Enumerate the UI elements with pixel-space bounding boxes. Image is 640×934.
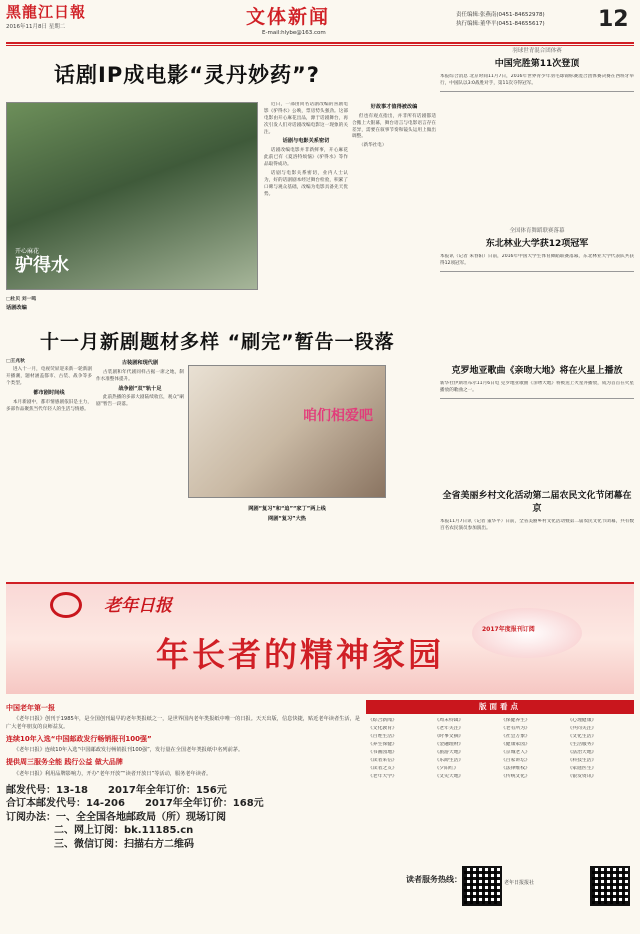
article-paragraph: 但也有观点指出，并非所有话剧都适合搬上大银幕，舞台语言与电影语言存在差异，需要在叙事节奏和镜头运用上做出调整。 — [352, 113, 436, 140]
directory-item: 《老有所为》 — [501, 725, 530, 731]
editor-line: 责任编辑:张燕南(0451-84652978) — [456, 12, 545, 18]
article1-column — [352, 102, 436, 322]
article-subhead: 话剧与电影关系密切 — [282, 138, 330, 145]
combo-price: 2017年全年订价：168元 — [144, 798, 264, 810]
directory-item: 《心理健康》 — [567, 718, 597, 723]
directory-item: 《社会万象》 — [501, 733, 530, 739]
directory-title: 版面看点 — [366, 700, 634, 714]
directory-item: 《京城老人》 — [501, 749, 530, 755]
brief-title: 全省美丽乡村文化活动第二届农民文化节闭幕在京 — [442, 491, 632, 515]
masthead — [0, 0, 640, 42]
article-closing: （新华社电） — [358, 143, 387, 149]
photo-caption: 驴得水 — [15, 254, 69, 276]
brief-text: 本报综合消息 北京时间11月7日，2016年世界青少年羽毛球锦标赛混合团体赛决赛在西班牙举行，中国队以3:0战胜对手，第11次夺得冠军。 — [440, 74, 634, 86]
directory-item: 《旅游天地》 — [434, 749, 464, 755]
directory-item: 《保健养生》 — [501, 718, 530, 723]
promo-heading: 中国老年第一报 — [6, 704, 55, 712]
right-news-column — [440, 48, 634, 578]
editor-line: 执行编辑:董华平(0451-84655617) — [456, 20, 545, 27]
article-paragraph: 话剧与电影关系密切，业内人士认为，好的话剧剧本经过舞台检验，积累了口碑与观众基础，改编为电影具备先天优势。 — [264, 170, 348, 197]
contact-block — [366, 860, 634, 926]
qr-code-icon[interactable] — [590, 866, 630, 906]
directory-item: 《银发资讯》 — [567, 773, 597, 779]
subscription-row — [6, 784, 360, 798]
directory-item: 《金融理财》 — [434, 741, 464, 747]
badge-text: 2017年度报刊订阅 — [482, 626, 535, 633]
qr-code-icon[interactable] — [462, 866, 502, 906]
directory-item: 《生活服务》 — [567, 741, 597, 747]
newspaper-logo: 黑龍江日報 — [6, 3, 87, 21]
banner-title: 年长者的精神家园 — [156, 635, 444, 674]
promo-text: 《老年日报》利用品牌影响力，开办“老年开放”“读者开放日”等活动，服务老年读者。 — [13, 770, 212, 777]
publisher-name: 老年日报报社 — [504, 880, 535, 886]
promo-section — [6, 700, 360, 926]
directory-item: 《文化教育》 — [368, 725, 397, 731]
article-subhead: 网剧“复习”大热 — [268, 515, 306, 522]
article-subhead: 好故事才值得被改编 — [370, 104, 418, 110]
annual-price: 2017年全年订价：156元 — [107, 784, 227, 796]
subscription-row — [6, 797, 360, 811]
directory-item: 《传统文化》 — [501, 773, 530, 779]
directory-item: 《家庭医生》 — [567, 765, 597, 771]
news-brief — [440, 363, 634, 402]
directory-item: 《书画园地》 — [368, 749, 397, 755]
directory-item: 《共同关注》 — [567, 725, 597, 731]
article2-column — [96, 358, 184, 576]
directory-item: 《百姓生活》 — [368, 733, 397, 739]
pullquote: 网剧“复习”和“追”“家丁”两上线 — [248, 506, 326, 512]
brief-title: 克罗地亚歌曲《亲吻大地》将在火星上播放 — [451, 366, 623, 376]
directory-item: 《健康家园》 — [501, 741, 530, 747]
directory-item: 《科技生活》 — [567, 757, 597, 763]
news-brief — [440, 48, 634, 95]
editor-credits — [456, 11, 545, 28]
divider — [440, 91, 634, 92]
brief-text: 新华社伊斯坦布尔11月6日电 克罗地亚歌曲《亲吻大地》将被送上火星并播放，成为首首在火星播放的歌曲之一。 — [440, 381, 634, 393]
article2-column — [188, 504, 386, 576]
combo-code: 合订本邮发代号：14-206 — [6, 798, 125, 810]
article-subhead: 话剧改编 — [6, 305, 27, 312]
brief-title: 中国完胜第11次登顶 — [494, 58, 580, 69]
brief-kicker: 全国体育舞蹈联赛落幕 — [509, 228, 565, 234]
article-byline: □杜贝 刘一鸣 — [6, 297, 37, 302]
article2-column — [6, 358, 92, 576]
article-paragraph: 本月新剧中，都市情感剧依旧是主力，多部作品聚焦当代年轻人的生活与情感。 — [6, 399, 92, 412]
section-email: E-mail:hlybe@163.com — [262, 30, 326, 36]
brief-text: 本报11月7日讯（记者 董华平）日前，全省美丽乡村文化活动暨第二届农民文化节闭幕，共有数百名农民演员参加演出。 — [440, 519, 634, 531]
directory-item: 《周末特辑》 — [434, 718, 464, 723]
subscribe-method: 二、网上订阅：bk.11185.cn — [54, 825, 194, 837]
section-title: 文体新闻 — [246, 6, 331, 28]
promo-heading: 连续10年入选“中国邮政发行畅销报刊100强” — [6, 735, 152, 744]
photo-caption: 咱们相爱吧 — [303, 408, 373, 424]
directory-item: 《夕阳红》 — [434, 765, 459, 771]
subscribe-method: 订阅办法：一、全全国各地邮政局（所）现场订阅 — [6, 811, 226, 823]
section-directory — [366, 700, 634, 860]
article-subhead: 都市剧时间线 — [33, 389, 65, 396]
banner-badge — [472, 608, 582, 658]
directory-item: 《法治天地》 — [567, 749, 597, 755]
directory-item: 《文史天地》 — [434, 773, 464, 779]
directory-item: 《养生保健》 — [368, 741, 397, 747]
article1-photo — [6, 102, 258, 290]
brand-logo-icon — [50, 592, 82, 618]
brief-title: 东北林业大学获12项冠军 — [485, 238, 589, 249]
reader-hotline: 读者服务热线： — [406, 875, 462, 884]
article-paragraph: 古装剧和年代剧同样占据一席之地，制作水准整体提升。 — [96, 369, 184, 382]
article1-column — [264, 102, 348, 322]
page-number: 12 — [598, 7, 629, 32]
article-subhead: 战争剧“双”轨十足 — [118, 385, 162, 392]
masthead-divider — [6, 42, 634, 44]
article-paragraph: 话剧改编电影并非新鲜事，开心麻花此前已有《夏洛特烦恼》《驴得水》等作品取得成功。 — [264, 148, 348, 168]
directory-item: 《读者之友》 — [368, 765, 397, 771]
directory-item: 《法律维权》 — [501, 765, 530, 771]
divider — [440, 398, 634, 399]
brief-kicker: 羽球世青混合团体赛 — [512, 48, 562, 54]
article-paragraph: 此前热播的多部大剧陆续收官，观众“刷剧”暂告一段落。 — [96, 395, 184, 408]
advert-banner — [6, 582, 634, 694]
article-paragraph: 进入十一月，电视荧屏迎来新一轮新剧开播潮，题材涵盖都市、古装、战争等多个类型。 — [6, 367, 92, 386]
subscribe-method: 三、微信订阅：扫描右方二维码 — [54, 838, 194, 850]
directory-item: 《读者来信》 — [368, 757, 397, 763]
article2-photo — [188, 365, 386, 498]
masthead-divider-thin — [6, 45, 634, 46]
postal-code: 邮发代号：13-18 — [6, 784, 88, 796]
subscription-info — [6, 784, 360, 852]
article-byline: □王兆秋 — [6, 359, 25, 364]
directory-grid — [366, 714, 634, 785]
promo-heading: 提供周三服务全能 践行公益 做大品牌 — [6, 758, 123, 767]
article-subhead: 古装剧和现代剧 — [121, 360, 159, 366]
photo-caption-small: 开心麻花 — [15, 248, 40, 256]
directory-item: 《老年大学》 — [368, 773, 397, 779]
directory-item: 《文化生活》 — [567, 733, 597, 739]
article1-column — [6, 296, 256, 324]
directory-item: 《老年关注》 — [434, 725, 464, 731]
directory-item: 《百家讲坛》 — [501, 757, 530, 763]
brief-text: 本报讯（记者 朱春阳）日前，2016年中国大学生体育舞蹈联赛落幕，东北林业大学代表队共获得12项冠军。 — [440, 254, 634, 266]
issue-date: 2016年11月8日 星期二 — [6, 24, 66, 30]
article1-headline: 话剧IP成电影“灵丹妙药”? — [54, 63, 320, 87]
article2-headline: 十一月新剧题材多样 “刷完”暂告一段落 — [40, 331, 395, 353]
article-paragraph: 近日，一部由同名话剧改编的喜剧电影《驴得水》公映，票房势头强劲。这部电影由开心麻花出品，源于话剧舞台，再次引发人们对话剧改编电影这一现象的关注。 — [264, 102, 348, 135]
divider — [440, 271, 634, 272]
news-brief — [440, 488, 634, 533]
banner-brand: 老年日报 — [104, 596, 172, 616]
promo-text: 《老年日报》连续10年入选“中国邮政发行畅销报刊100强”，发行量在全国老年类报纸中名列前茅。 — [13, 747, 244, 754]
directory-item: 《综合新闻》 — [368, 718, 397, 723]
directory-item: 《时事文摘》 — [434, 733, 464, 739]
directory-item: 《乐龄生活》 — [434, 757, 464, 763]
news-brief — [440, 228, 634, 275]
promo-text: 《老年日报》创刊于1985年，是全国创刊最早的老年类报纸之一，是世界国内老年类报纸中唯一的日报。天天出版，信息快捷，贴近老年读者生活，是广大老年朋友的良师益友。 — [6, 716, 360, 731]
